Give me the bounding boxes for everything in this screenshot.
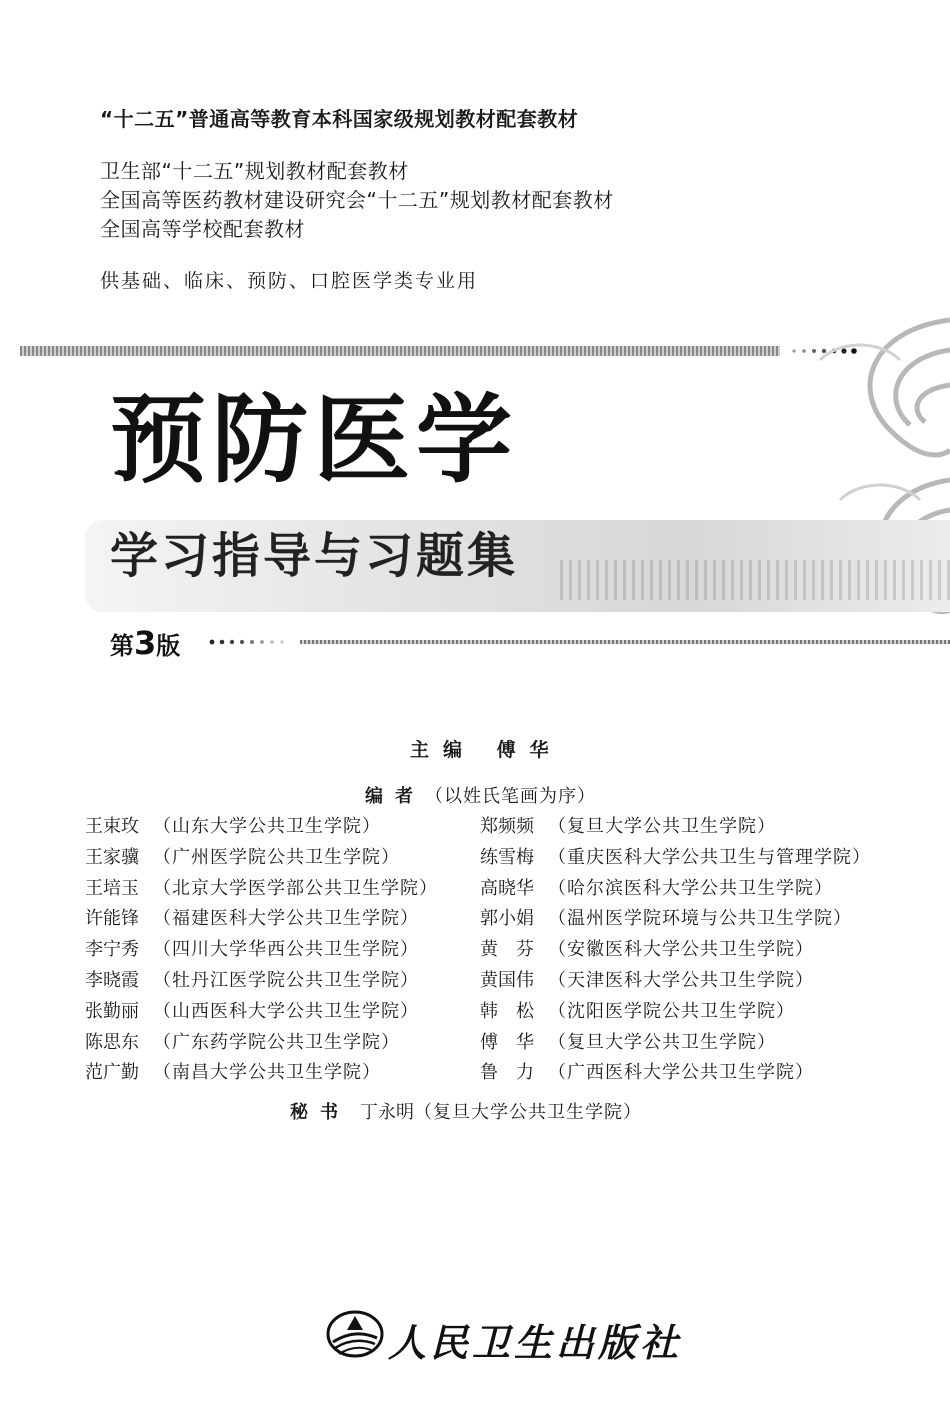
editor-institution: （安徽医科大学公共卫生学院） (548, 939, 814, 961)
editor-name: 鲁 力 (480, 1062, 534, 1084)
editor-entry (480, 966, 871, 997)
title-band-stripe (560, 560, 950, 600)
secretary-name: 丁永明 (360, 1102, 414, 1123)
editors-list-left (85, 812, 438, 1089)
editor-entry (85, 966, 438, 997)
top-dotted-band (20, 346, 780, 356)
editor-name: 傅 华 (480, 1031, 534, 1053)
editor-institution: （复旦大学公共卫生学院） (548, 816, 776, 837)
secretary-institution: （复旦大学公共卫生学院） (414, 1102, 642, 1123)
editor-entry (480, 843, 871, 874)
edition-prefix: 第 (110, 632, 134, 660)
editor-institution: （哈尔滨医科大学公共卫生学院） (548, 877, 833, 899)
editor-name: 张勤丽 (85, 1000, 139, 1022)
editor-institution: （山东大学公共卫生学院） (153, 816, 381, 837)
editor-entry (480, 935, 871, 966)
editor-name: 王家骥 (85, 846, 139, 868)
editor-institution: （天津医科大学公共卫生学院） (548, 969, 814, 991)
book-subtitle: 学习指导与习题集 (110, 528, 519, 584)
editor-institution: （广西医科大学公共卫生学院） (548, 1062, 814, 1084)
editor-name: 许能锋 (85, 908, 139, 930)
editor-entry (85, 935, 438, 966)
editor-entry (480, 1058, 871, 1089)
publisher-logo-icon (325, 1308, 385, 1360)
secretary-label: 秘书 (290, 1102, 350, 1123)
editor-entry (85, 1028, 438, 1059)
edition-label (110, 624, 180, 662)
editor-institution: （沈阳医学院公共卫生学院） (548, 1000, 795, 1022)
editor-entry (480, 874, 871, 905)
editor-institution: （南昌大学公共卫生学院） (153, 1062, 381, 1084)
chief-editor (410, 735, 563, 762)
editor-institution: （牡丹江医学院公共卫生学院） (153, 969, 419, 991)
editor-entry (85, 997, 438, 1028)
editor-institution: （复旦大学公共卫生学院） (548, 1031, 776, 1053)
editor-entry (480, 812, 871, 843)
series-line-3: 全国高等学校配套教材 (100, 217, 305, 241)
chief-editor-label: 主编 (410, 739, 477, 761)
editor-institution: （四川大学华西公共卫生学院） (153, 939, 419, 961)
publisher-name: 人民卫生出版社 (388, 1320, 683, 1365)
editor-name: 高晓华 (480, 877, 534, 899)
editor-institution: （福建医科大学公共卫生学院） (153, 908, 419, 930)
editor-name: 黄国伟 (480, 969, 534, 991)
series-main-line: “十二五”普通高等教育本科国家级规划教材配套教材 (100, 107, 579, 131)
editor-entry (85, 812, 438, 843)
edition-suffix: 版 (156, 632, 181, 660)
book-title: 预防医学 (110, 384, 518, 496)
editor-institution: （山西医科大学公共卫生学院） (153, 1000, 419, 1022)
editor-institution: （重庆医科大学公共卫生与管理学院） (548, 846, 871, 868)
editor-name: 陈思东 (85, 1031, 139, 1053)
editor-name: 李宁秀 (85, 939, 139, 961)
editor-name: 黄 芬 (480, 939, 534, 961)
editor-institution: （广东药学院公共卫生学院） (153, 1031, 400, 1053)
editor-institution: （温州医学院环境与公共卫生学院） (548, 908, 852, 930)
editor-name: 王束玫 (85, 816, 139, 837)
editor-name: 范广勤 (85, 1062, 139, 1084)
usage-line: 供基础、临床、预防、口腔医学类专业用 (100, 270, 479, 292)
editor-entry (85, 843, 438, 874)
editor-entry (85, 904, 438, 935)
editors-order-note: （以姓氏笔画为序） (425, 786, 596, 807)
editor-name: 李晓霞 (85, 969, 139, 991)
editor-entry (480, 997, 871, 1028)
edition-dots-decoration (208, 638, 288, 646)
editor-name: 练雪梅 (480, 846, 534, 868)
edition-number: 3 (134, 624, 157, 662)
editor-name: 郑频频 (480, 816, 534, 837)
editors-heading (365, 782, 596, 808)
editor-entry (85, 874, 438, 905)
editor-name: 郭小娟 (480, 908, 534, 930)
bottom-dotted-rule (300, 640, 950, 644)
editor-institution: （广州医学院公共卫生学院） (153, 846, 400, 868)
secretary (290, 1098, 642, 1124)
chief-editor-name: 傅华 (496, 739, 563, 761)
editor-entry (480, 904, 871, 935)
editor-institution: （北京大学医学部公共卫生学院） (153, 877, 438, 899)
editor-entry (480, 1028, 871, 1059)
series-line-2: 全国高等医药教材建设研究会“十二五”规划教材配套教材 (100, 188, 614, 212)
editor-name: 韩 松 (480, 1000, 534, 1022)
editors-label: 编者 (365, 786, 425, 807)
editors-list-right (480, 812, 871, 1089)
editor-name: 王培玉 (85, 877, 139, 899)
editor-entry (85, 1058, 438, 1089)
series-line-1: 卫生部“十二五”规划教材配套教材 (100, 159, 409, 183)
